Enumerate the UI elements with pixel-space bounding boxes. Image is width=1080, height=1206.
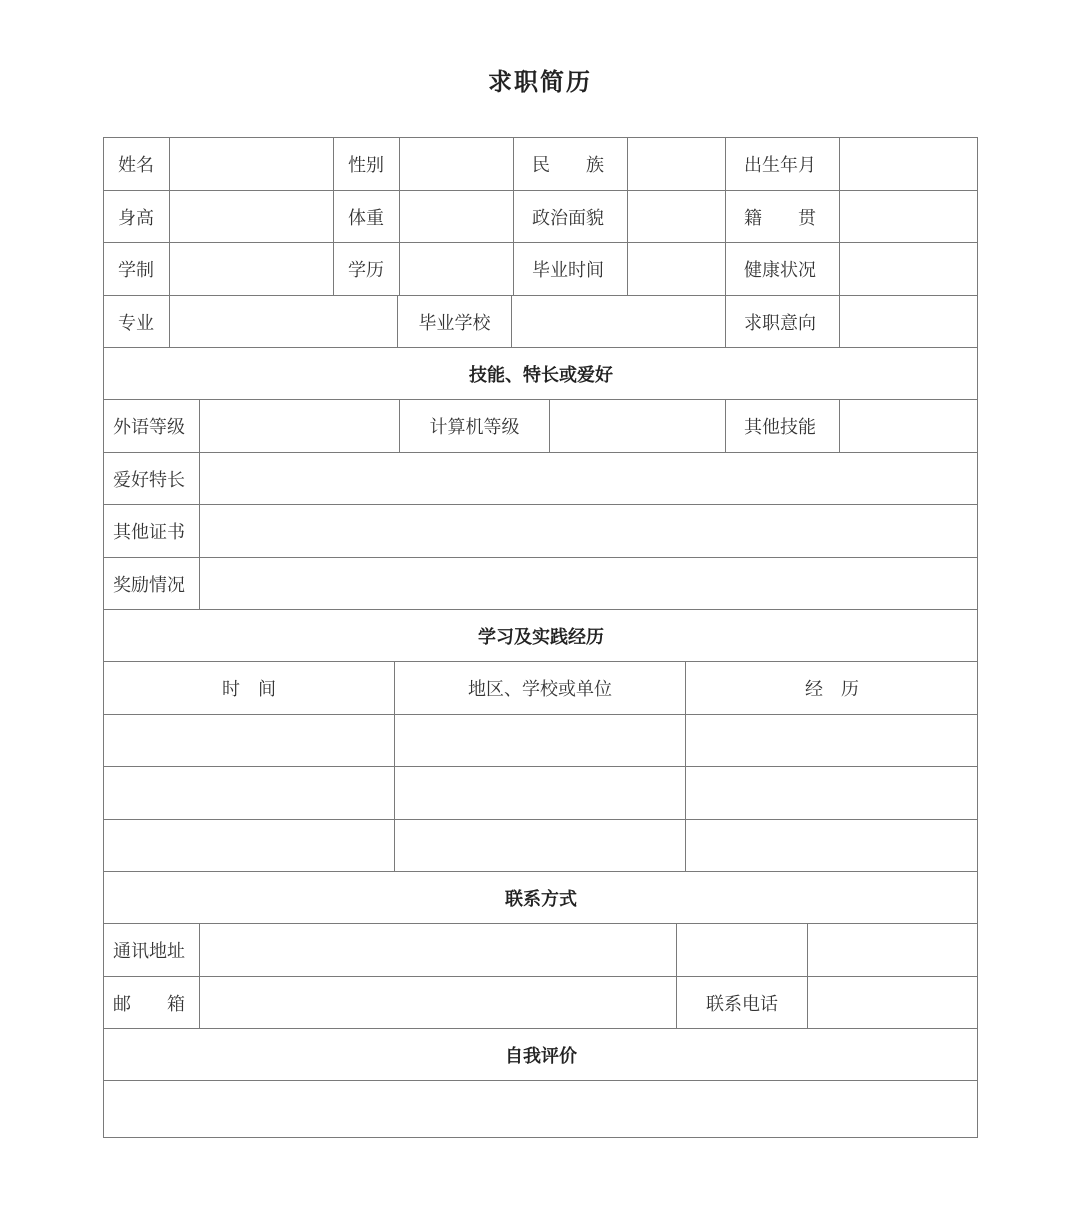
contact-section-header: 联系方式: [104, 872, 978, 924]
label-ethnicity: 民 族: [514, 138, 628, 191]
hobbies-field[interactable]: [200, 453, 978, 505]
label-study-length: 学制: [104, 243, 170, 296]
graduation-time-field[interactable]: [628, 243, 726, 296]
experience-row-2-time[interactable]: [104, 767, 395, 820]
address-extra-field[interactable]: [677, 924, 808, 977]
experience-row-3-unit[interactable]: [395, 820, 686, 872]
label-hobbies: 爱好特长: [104, 453, 200, 505]
label-job-intention: 求职意向: [726, 296, 840, 348]
foreign-language-field[interactable]: [200, 400, 400, 453]
label-graduation-time: 毕业时间: [514, 243, 628, 296]
address-field[interactable]: [200, 924, 677, 977]
experience-row-1-unit[interactable]: [395, 715, 686, 767]
label-gender: 性别: [334, 138, 400, 191]
label-certificates: 其他证书: [104, 505, 200, 558]
experience-col-experience: 经 历: [686, 662, 978, 715]
gender-field[interactable]: [400, 138, 514, 191]
experience-row-1-time[interactable]: [104, 715, 395, 767]
resume-table: [103, 137, 978, 1138]
label-email: 邮 箱: [104, 977, 200, 1029]
school-field[interactable]: [512, 296, 726, 348]
other-skills-field[interactable]: [840, 400, 978, 453]
label-address: 通讯地址: [104, 924, 200, 977]
experience-row-3-experience[interactable]: [686, 820, 978, 872]
self-eval-section-header: 自我评价: [104, 1029, 978, 1081]
native-place-field[interactable]: [840, 191, 978, 243]
height-field[interactable]: [170, 191, 334, 243]
experience-col-unit: 地区、学校或单位: [395, 662, 686, 715]
address-extra-field-2[interactable]: [808, 924, 978, 977]
awards-field[interactable]: [200, 558, 978, 610]
health-field[interactable]: [840, 243, 978, 296]
page-title: 求职简历: [488, 67, 592, 96]
name-field[interactable]: [170, 138, 334, 191]
email-field[interactable]: [200, 977, 677, 1029]
label-height: 身高: [104, 191, 170, 243]
experience-row-3-time[interactable]: [104, 820, 395, 872]
label-political-status: 政治面貌: [514, 191, 628, 243]
label-major: 专业: [104, 296, 170, 348]
label-awards: 奖励情况: [104, 558, 200, 610]
certificates-field[interactable]: [200, 505, 978, 558]
computer-level-field[interactable]: [550, 400, 726, 453]
experience-col-time: 时 间: [104, 662, 395, 715]
birth-field[interactable]: [840, 138, 978, 191]
label-phone: 联系电话: [677, 977, 808, 1029]
weight-field[interactable]: [400, 191, 514, 243]
self-eval-field[interactable]: [104, 1081, 978, 1137]
label-computer-level: 计算机等级: [400, 400, 550, 453]
political-status-field[interactable]: [628, 191, 726, 243]
study-length-field[interactable]: [170, 243, 334, 296]
experience-row-2-experience[interactable]: [686, 767, 978, 820]
experience-section-header: 学习及实践经历: [104, 610, 978, 662]
education-field[interactable]: [400, 243, 514, 296]
label-school: 毕业学校: [398, 296, 512, 348]
major-field[interactable]: [170, 296, 398, 348]
label-native-place: 籍 贯: [726, 191, 840, 243]
label-education: 学历: [334, 243, 400, 296]
skills-section-header: 技能、特长或爱好: [104, 348, 978, 400]
experience-row-2-unit[interactable]: [395, 767, 686, 820]
label-foreign-language: 外语等级: [104, 400, 200, 453]
label-other-skills: 其他技能: [726, 400, 840, 453]
experience-row-1-experience[interactable]: [686, 715, 978, 767]
job-intention-field[interactable]: [840, 296, 978, 348]
phone-field[interactable]: [808, 977, 978, 1029]
label-health: 健康状况: [726, 243, 840, 296]
label-weight: 体重: [334, 191, 400, 243]
label-name: 姓名: [104, 138, 170, 191]
ethnicity-field[interactable]: [628, 138, 726, 191]
label-birth: 出生年月: [726, 138, 840, 191]
